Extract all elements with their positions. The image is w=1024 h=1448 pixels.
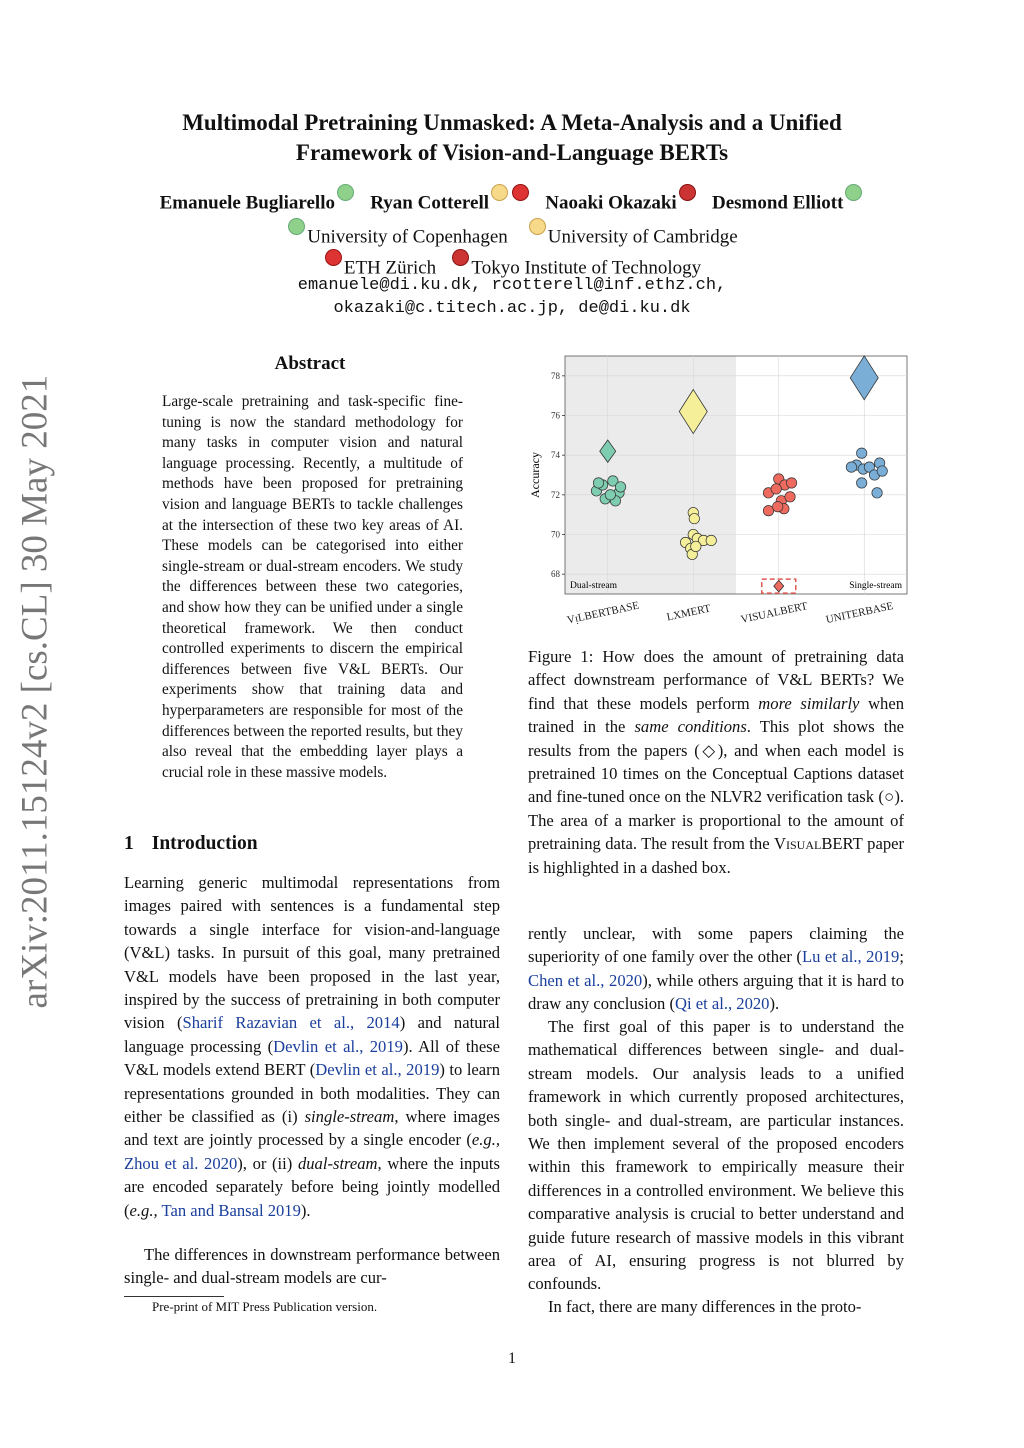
- figure-1-chart: [525, 348, 910, 638]
- dual-stream-background: [565, 356, 736, 594]
- data-point-circle: [593, 478, 603, 488]
- intro-text: ).: [300, 1200, 311, 1220]
- data-point-circle: [615, 482, 625, 492]
- caption-visualbert: VisualBERT: [774, 834, 863, 854]
- affiliation-copenhagen: University of Copenhagen: [307, 226, 508, 248]
- footnote: Pre-print of MIT Press Publication version.: [152, 1299, 378, 1314]
- intro-text: , where the inputs are encoded separately before being jointly modelled (: [124, 1153, 500, 1220]
- copenhagen-emoji-icon: [845, 184, 862, 201]
- email-line-2: okazaki@c.titech.ac.jp, de@di.ku.dk: [333, 299, 691, 318]
- right-paragraph-1: [528, 922, 904, 1016]
- intro-paragraph-2: The differences in downstream performance between single- and dual-stream models are cur-: [124, 1245, 500, 1288]
- affiliation-eth: ETH Zürich: [343, 257, 437, 279]
- citation-devlin[interactable]: Devlin et al., 2019: [273, 1036, 403, 1056]
- intro-text: ), or (ii): [237, 1153, 298, 1173]
- emphasis-eg: e.g.,: [129, 1200, 158, 1220]
- author-1: Emanuele Bugliarello: [159, 192, 335, 214]
- affiliation-tokyo: Tokyo Institute of Technology: [471, 257, 702, 279]
- arxiv-stamp: arXiv:2011.15124v2 [cs.CL] 30 May 2021: [14, 374, 56, 1009]
- caption-emphasis: same conditions: [634, 717, 747, 737]
- data-point-circle: [785, 492, 795, 502]
- intro-text: ) and natural language processing (: [124, 1013, 500, 1056]
- author-2: Ryan Cotterell: [370, 192, 490, 214]
- right-paragraph-3: In fact, there are many differences in the proto-: [548, 1297, 862, 1316]
- x-axis-label: LXMERT: [665, 602, 712, 624]
- affiliation-line-1: [80, 218, 944, 248]
- caption-text: . This plot shows the results from the papers (◇), and when each model is pretrained 10 times on the Conceptual Captions dataset and fine-tuned once on the NLVR2 verification task (○). The area of a marker is proportional to the amount of pretraining data. The result from the: [528, 717, 904, 854]
- data-point-circle: [786, 478, 796, 488]
- figure-1-caption: [528, 645, 904, 879]
- x-axis-label: VISUALBERT: [739, 600, 809, 626]
- body-text: rently unclear, with some papers claiming the superiority of one family over the other (: [528, 924, 904, 967]
- emphasis-eg: e.g.,: [471, 1130, 500, 1150]
- abstract-text: Large-scale pretraining and task-specific fine-tuning is now the standard methodology for many tasks in computer vision and natural language processing. Recently, a multitude of methods have been proposed for pretraining vision and language BERTs to tackle challenges at the intersection of these two key areas of AI. These models can be categorised into either single-stream or dual-stream encoders. We study the differences between these two categories, and show how they can be unified under a single theoretical framework. We then conduct controlled experiments to discern the empirical differences between five V&L BERTs. Our experiments show that training data and hyperparameters are responsible for most of the differences between the reported results, but they also reveal that the embedding layer plays a crucial role in these massive models.: [162, 393, 463, 781]
- y-tick-label: 76: [551, 410, 560, 421]
- citation-zhou[interactable]: Zhou et al. 2020: [124, 1153, 238, 1173]
- intro-text: Learning generic multimodal representations from images paired with sentences is a fundamental step towards a single interface for vision-and-language (V&L) tasks. In pursuit of this goal, many pretrained V&L models have been proposed in the last year, inspired by the success of pretraining in both computer vision (: [124, 873, 500, 1033]
- section-number: 1: [124, 833, 134, 854]
- y-axis-ticks: [551, 371, 565, 579]
- citation-qi[interactable]: Qi et al., 2020: [675, 994, 770, 1014]
- emphasis-dual-stream: dual-stream: [297, 1153, 378, 1173]
- data-point-diamond: [774, 580, 784, 592]
- y-axis-label: Accuracy: [528, 452, 542, 498]
- page-number: 1: [508, 1350, 516, 1367]
- tokyo-emoji-icon: [679, 184, 696, 201]
- citation-tan-bansal[interactable]: Tan and Bansal 2019: [161, 1200, 301, 1220]
- caption-text: when trained in the: [528, 693, 905, 737]
- section-title: Introduction: [151, 833, 258, 854]
- citation-chen[interactable]: Chen et al., 2020: [528, 970, 643, 990]
- email-line-1: emanuele@di.ku.dk, rcotterell@inf.ethz.ch,: [297, 276, 727, 295]
- cambridge-emoji-icon: [491, 184, 508, 201]
- data-point-circle: [691, 541, 701, 551]
- data-point-circle: [856, 478, 866, 488]
- author-4: Desmond Elliott: [711, 192, 844, 214]
- title-line-1: Multimodal Pretraining Unmasked: A Meta-Analysis and a Unified: [182, 110, 842, 135]
- eth-emoji-icon: [512, 184, 529, 201]
- intro-paragraph-1: [124, 871, 500, 1222]
- intro-text: , where images and text are jointly processed by a single encoder (: [124, 1107, 501, 1150]
- citation-devlin[interactable]: Devlin et al., 2019: [315, 1060, 440, 1080]
- cambridge-emoji-icon: [529, 218, 546, 235]
- citation-lu[interactable]: Lu et al., 2019: [801, 947, 900, 967]
- tokyo-emoji-icon: [452, 249, 469, 266]
- affiliation-line-2: [80, 249, 944, 279]
- caption-text: Figure 1: How does the amount of pretraining data affect downstream performance of V&L BERTs? We find that these models perform: [528, 647, 904, 713]
- author-list: [80, 184, 944, 214]
- copenhagen-emoji-icon: [337, 184, 354, 201]
- x-axis-label: VᴉLBERTBASE: [566, 599, 641, 627]
- y-tick-label: 74: [551, 450, 560, 461]
- x-axis-label: UNITERBASE: [824, 600, 895, 627]
- region-label-dual-stream: Dual-stream: [570, 581, 617, 591]
- title-line-2: Framework of Vision-and-Language BERTs: [295, 140, 729, 165]
- data-point-circle: [856, 448, 866, 458]
- intro-text: ) to learn representations grounded in both modalities. They can either be classified as (i): [124, 1060, 500, 1127]
- data-point-circle: [706, 535, 716, 545]
- data-point-circle: [877, 466, 887, 476]
- data-point-circle: [773, 502, 783, 512]
- body-text: ).: [769, 994, 780, 1014]
- author-3: Naoaki Okazaki: [545, 192, 677, 214]
- citation-sharif[interactable]: Sharif Razavian et al., 2014: [182, 1013, 400, 1033]
- y-tick-label: 72: [551, 489, 560, 500]
- data-point-circle: [771, 484, 781, 494]
- data-point-circle: [689, 513, 699, 523]
- region-label-single-stream: Single-stream: [849, 581, 902, 591]
- x-axis-labels: [566, 600, 895, 627]
- paper-title: [100, 108, 924, 168]
- data-point-circle: [763, 506, 773, 516]
- eth-emoji-icon: [325, 249, 342, 266]
- section-heading-introduction: [124, 833, 276, 855]
- copenhagen-emoji-icon: [288, 218, 305, 235]
- data-point-circle: [846, 462, 856, 472]
- body-text: ), while others arguing that it is hard to draw any conclusion (: [528, 970, 904, 1014]
- caption-text: paper is highlighted in a dashed box.: [528, 834, 905, 877]
- intro-text: ). All of these V&L models extend BERT (: [124, 1036, 501, 1080]
- right-paragraph-2: The first goal of this paper is to understand the mathematical differences between single- and dual-stream models. Our analysis leads to a unified framework in which currently proposed architectures, both single- and dual-stream, are particular instances. We then implement several of the proposed encoders within this framework to empirically measure their differences in a controlled environment. We believe this comparative analysis is crucial to better understand and guide future research of massive models in this vibrant area of AI, ensuring progress is not blurred by confounds.: [528, 1017, 904, 1294]
- abstract-heading: Abstract: [274, 353, 346, 374]
- affiliation-cambridge: University of Cambridge: [547, 226, 738, 248]
- caption-emphasis: more similarly: [758, 693, 860, 713]
- body-text: ;: [899, 947, 904, 967]
- y-tick-label: 78: [551, 370, 560, 381]
- data-point-circle: [872, 488, 882, 498]
- y-tick-label: 70: [551, 529, 560, 540]
- data-point-circle: [605, 490, 615, 500]
- emphasis-single-stream: single-stream: [304, 1107, 395, 1127]
- data-point-diamond: [850, 356, 878, 400]
- y-tick-label: 68: [551, 569, 560, 580]
- footnote-rule: [124, 1296, 224, 1297]
